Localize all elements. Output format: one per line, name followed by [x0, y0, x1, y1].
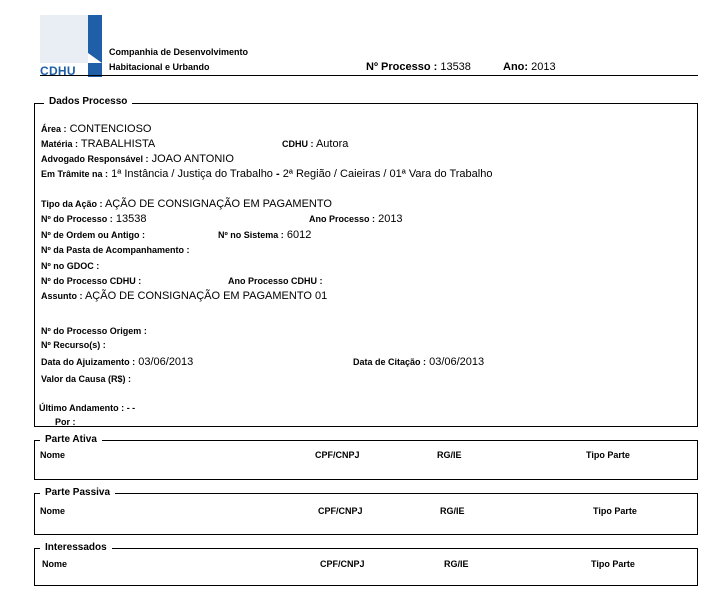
num-processo-row: [41, 213, 146, 225]
advogado-label: Advogado Responsável :: [41, 154, 149, 164]
materia-row: [41, 138, 155, 150]
parte-passiva-col-nome: Nome: [40, 506, 66, 516]
citacao-label: Data de Citação :: [353, 357, 427, 367]
header-ano-label: Ano:: [503, 61, 529, 73]
logo-text: CDHU: [40, 64, 76, 78]
advogado-row: [41, 153, 234, 165]
assunto-value: AÇÃO DE CONSIGNAÇÃO EM PAGAMENTO 01: [84, 290, 328, 302]
dados-processo-box: [34, 103, 698, 427]
num-sistema-label: Nº no Sistema :: [218, 230, 284, 240]
ultimo-andamento-value: - -: [126, 403, 136, 413]
area-value: CONTENCIOSO: [69, 123, 152, 135]
pasta-label: Nº da Pasta de Acompanhamento :: [41, 245, 190, 255]
citacao-row: [353, 356, 484, 368]
dados-processo-legend: Dados Processo: [44, 96, 132, 107]
header-processo-value: 13538: [440, 61, 471, 73]
cdhu-logo: [40, 15, 102, 77]
proc-origem-label: Nº do Processo Origem :: [41, 326, 147, 336]
company-name-line2: Habitacional e Urbando: [109, 62, 210, 72]
ano-proc-cdhu-label: Ano Processo CDHU :: [228, 276, 323, 286]
ano-processo-row: [309, 213, 403, 225]
num-ordem-label: Nº de Ordem ou Antigo :: [41, 230, 145, 240]
parte-ativa-col-nome: Nome: [40, 450, 66, 460]
interessados-col-nome: Nome: [42, 559, 68, 569]
cdhu-value: Autora: [315, 138, 349, 150]
ajuizamento-label: Data do Ajuizamento :: [41, 357, 136, 367]
por-label: Por :: [55, 417, 76, 427]
recurso-label: Nº Recurso(s) :: [41, 340, 106, 350]
tramite-label: Em Trâmite na :: [41, 169, 109, 179]
advogado-value: JOAO ANTONIO: [151, 153, 234, 165]
cdhu-label: CDHU :: [282, 139, 314, 149]
header-divider: [40, 75, 698, 76]
header-processo-label: Nº Processo :: [366, 61, 438, 73]
ajuizamento-row: [41, 356, 193, 368]
tramite-row: [41, 168, 492, 180]
ano-processo-value: 2013: [378, 213, 403, 225]
interessados-col-tipo: Tipo Parte: [591, 559, 635, 569]
parte-ativa-col-rg: RG/IE: [437, 450, 462, 460]
logo-bar: [88, 15, 102, 77]
tipo-acao-label: Tipo da Ação :: [41, 199, 103, 209]
citacao-value: 03/06/2013: [429, 356, 485, 368]
num-sistema-value: 6012: [286, 229, 312, 241]
interessados-col-cpf: CPF/CNPJ: [320, 559, 365, 569]
ajuizamento-value: 03/06/2013: [138, 356, 194, 368]
tramite-separator: -: [276, 168, 280, 180]
parte-passiva-col-tipo: Tipo Parte: [593, 506, 637, 516]
tipo-acao-row: [41, 198, 332, 210]
num-sistema-row: [218, 229, 311, 241]
interessados-legend: Interessados: [40, 542, 112, 553]
tipo-acao-value: AÇÃO DE CONSIGNAÇÃO EM PAGAMENTO: [104, 198, 332, 210]
materia-label: Matéria :: [41, 139, 79, 149]
header-processo: [366, 61, 471, 73]
parte-ativa-legend: Parte Ativa: [40, 434, 102, 445]
parte-passiva-legend: Parte Passiva: [40, 487, 115, 498]
parte-passiva-col-cpf: CPF/CNPJ: [318, 506, 363, 516]
logo-notch: [88, 53, 102, 63]
ultimo-andamento-row: [39, 403, 135, 413]
tramite-part2: 2ª Região / Caieiras / 01ª Vara do Trabalho: [282, 168, 493, 180]
area-row: [41, 123, 151, 135]
materia-value: TRABALHISTA: [80, 138, 156, 150]
assunto-row: [41, 290, 327, 302]
proc-cdhu-label: Nº do Processo CDHU :: [41, 276, 142, 286]
parte-passiva-col-rg: RG/IE: [440, 506, 465, 516]
assunto-label: Assunto :: [41, 291, 83, 301]
tramite-part1: 1ª Instância / Justiça do Trabalho: [111, 168, 273, 180]
num-processo-label: Nº do Processo :: [41, 214, 113, 224]
header-ano: [503, 61, 556, 73]
header-ano-value: 2013: [531, 61, 556, 73]
gdoc-label: Nº no GDOC :: [41, 261, 100, 271]
company-name-line1: Companhia de Desenvolvimento: [109, 47, 249, 57]
ano-processo-label: Ano Processo :: [309, 214, 376, 224]
logo-square: [40, 15, 88, 63]
ultimo-andamento-label: Último Andamento :: [39, 403, 125, 413]
valor-causa-label: Valor da Causa (R$) :: [41, 374, 132, 384]
area-label: Área :: [41, 124, 67, 134]
interessados-col-rg: RG/IE: [444, 559, 469, 569]
num-ordem-row: [41, 229, 145, 241]
num-processo-value: 13538: [115, 213, 147, 225]
parte-ativa-col-tipo: Tipo Parte: [586, 450, 630, 460]
parte-ativa-box: [34, 440, 698, 480]
parte-ativa-col-cpf: CPF/CNPJ: [315, 450, 360, 460]
cdhu-row: [282, 138, 348, 150]
